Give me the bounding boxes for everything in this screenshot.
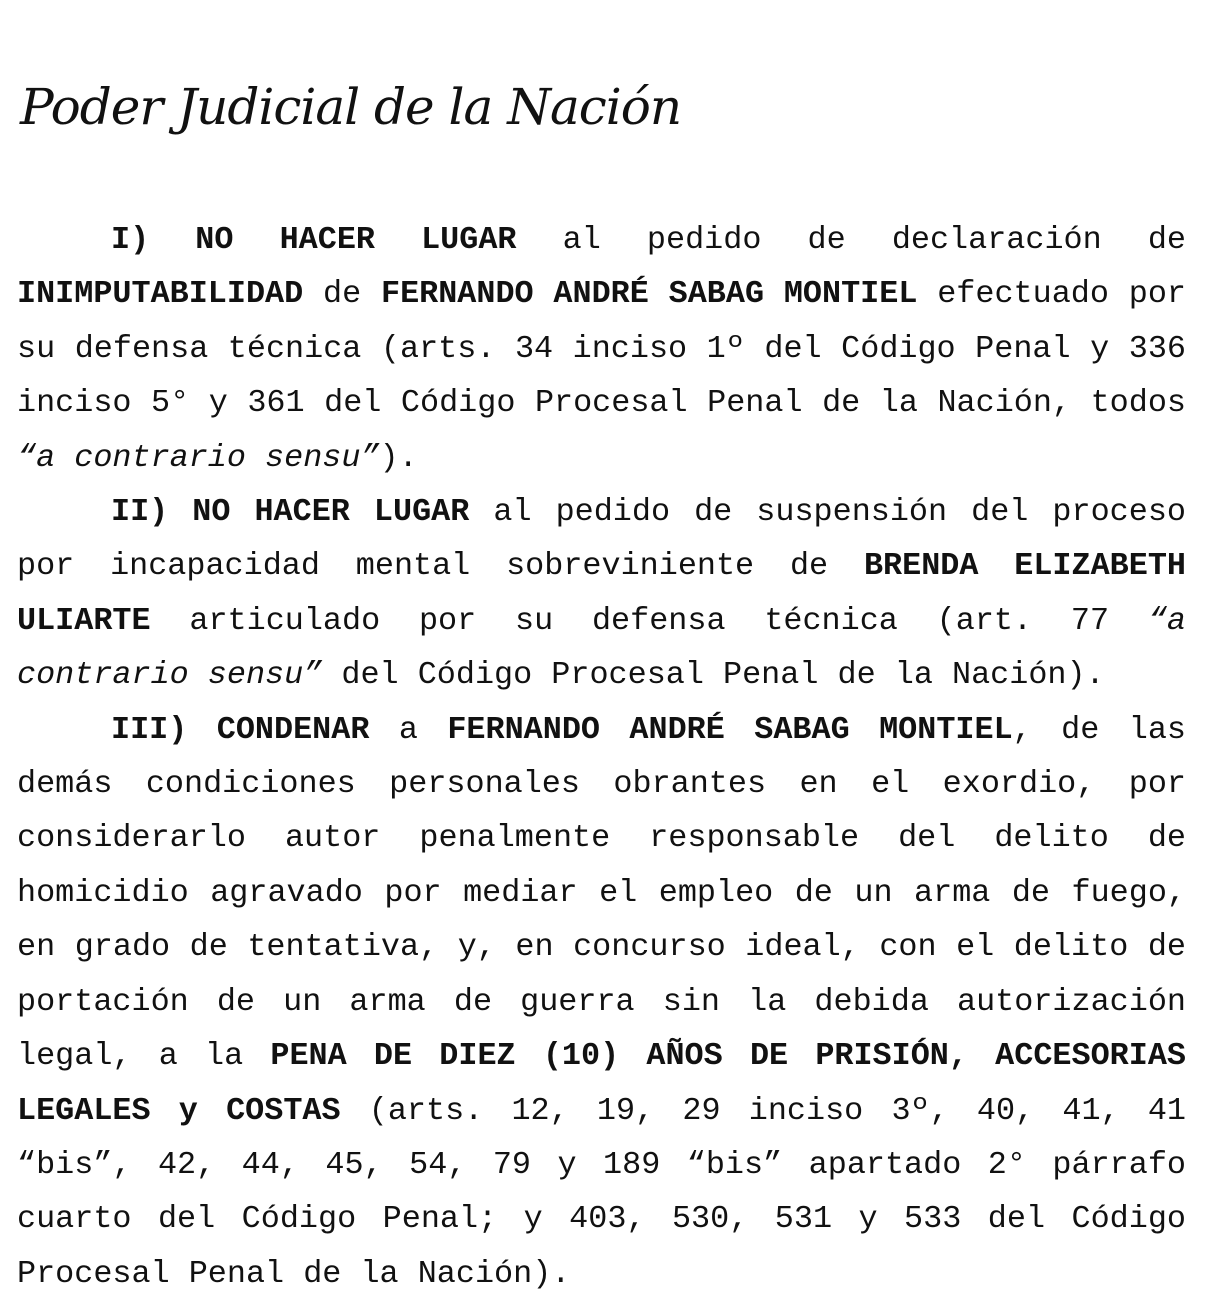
text-segment: PENA DE DIEZ (10) AÑOS DE PRISIÓN, ACCESORIAS LEGALES y COSTAS bbox=[17, 1038, 1186, 1129]
document-body bbox=[17, 213, 1186, 1301]
text-segment: al pedido de suspensión del proceso por incapacidad mental sobreviniente de bbox=[17, 494, 1186, 585]
text-segment: II) NO HACER LUGAR bbox=[111, 494, 470, 531]
text-segment: (arts. 12, 19, 29 inciso 3º, 40, 41, 41 “bis”, 42, 44, 45, 54, 79 y 189 “bis” apartado 2° párrafo cuarto del Código Penal; y 403, 530, 531 y 533 del Código Procesal Penal de la Nación). bbox=[17, 1092, 1186, 1292]
text-segment: a bbox=[369, 711, 448, 748]
text-segment: , de las demás condiciones personales obrantes en el exordio, por considerarlo autor penalmente responsable del delito de homicidio agravado por mediar el empleo de un arma de fuego, en grado de tentativa, y, en concurso ideal, con el delito de portación de un arma de guerra sin la debida autorización legal, a la bbox=[17, 711, 1186, 1075]
paragraph-1 bbox=[17, 213, 1186, 485]
paragraph-2 bbox=[17, 485, 1186, 703]
text-segment: INIMPUTABILIDAD bbox=[17, 276, 304, 313]
text-segment: de bbox=[303, 276, 381, 313]
text-segment: efectuado por su defensa técnica (arts. 34 inciso 1º del Código Penal y 336 inciso 5° y 361 del Código Procesal Penal de la Nación, todos bbox=[17, 276, 1186, 422]
text-segment: articulado por su defensa técnica (art. 77 bbox=[150, 602, 1148, 639]
text-segment: I) NO HACER LUGAR bbox=[111, 222, 517, 258]
text-segment: “a contrario sensu” bbox=[17, 602, 1186, 694]
text-segment: del Código Procesal Penal de la Nación). bbox=[322, 657, 1105, 694]
text-segment: ). bbox=[379, 439, 418, 476]
page-header-title: Poder Judicial de la Nación bbox=[20, 78, 682, 136]
text-segment: FERNANDO ANDRÉ SABAG MONTIEL bbox=[447, 711, 1013, 748]
paragraph-3 bbox=[17, 703, 1186, 1301]
text-segment: III) CONDENAR bbox=[111, 711, 370, 748]
text-segment: “a contrario sensu” bbox=[17, 439, 380, 476]
text-segment: al pedido de declaración de bbox=[516, 222, 1186, 258]
text-segment: FERNANDO ANDRÉ SABAG MONTIEL bbox=[380, 276, 918, 313]
text-segment: BRENDA ELIZABETH ULIARTE bbox=[17, 548, 1186, 639]
